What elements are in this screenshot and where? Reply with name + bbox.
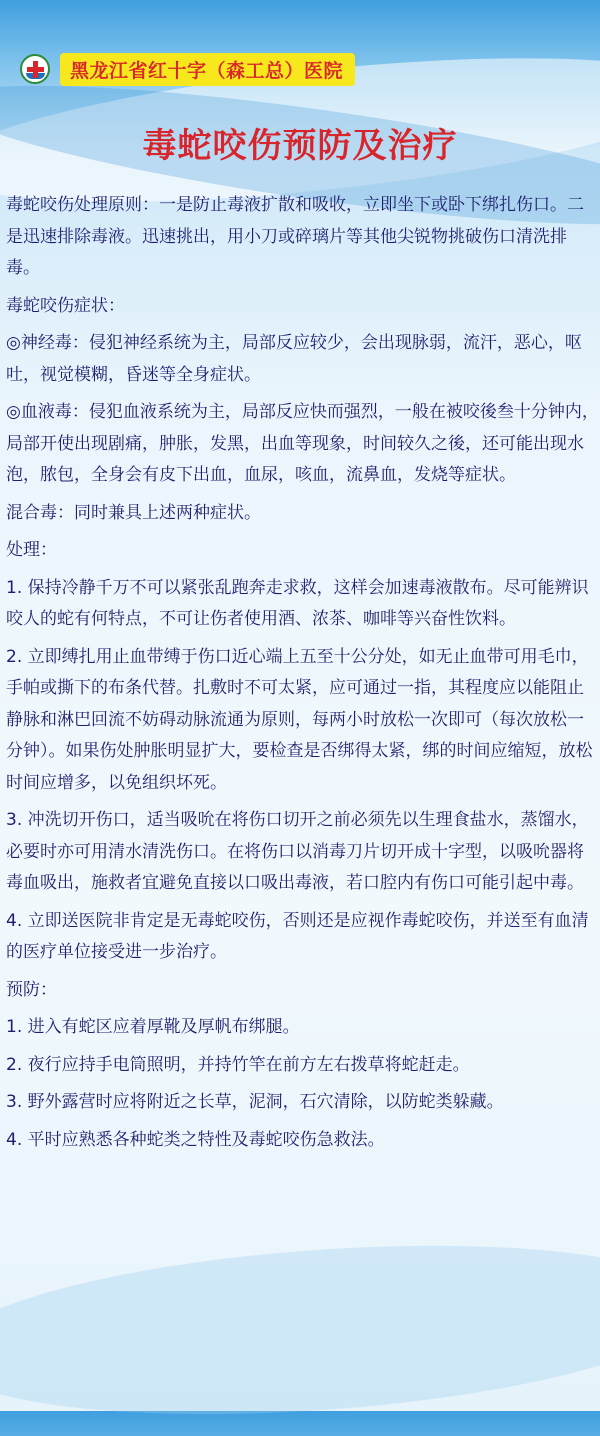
prevention-item-3: 3. 野外露营时应将附近之长草，泥洞，石穴清除，以防蛇类躲藏。 (6, 1092, 504, 1112)
treatment-step-4: 4. 立即送医院非肯定是无毒蛇咬伤，否则还是应视作毒蛇咬伤，并送至有血清的医疗单位接受进一步治疗。 (6, 910, 589, 962)
page-title: 毒蛇咬伤预防及治疗 (142, 126, 458, 166)
paragraph-neurotoxin: ◎神经毒：侵犯神经系统为主，局部反应较少，会出现脉弱，流汗，恶心，呕吐，视觉模糊，昏迷等全身症状。 (6, 333, 582, 385)
heading-symptoms: 毒蛇咬伤症状： (6, 295, 125, 316)
background-wave-bottom (0, 1224, 600, 1436)
treatment-step-2: 2. 立即缚扎用止血带缚于伤口近心端上五至十公分处，如无止血带可用毛巾，手帕或撕下的布条代替。扎敷时不可太紧，应可通过一指，其程度应以能阻止静脉和淋巴回流不妨碍动脉流通为原则，每两小时放松一次即可（每次放松一分钟）。如果伤处肿胀明显扩大，要检查是否绑得太紧，绑的时间应缩短，放松时间应增多，以免组织坏死。 (6, 646, 593, 793)
paragraph-hemotoxin: ◎血液毒：侵犯血液系统为主，局部反应快而强烈，一般在被咬後叁十分钟内，局部开使出现剧痛，肿胀，发黑，出血等现象，时间较久之後，还可能出现水泡，脓包，全身会有皮下出血，血尿，咳血，流鼻血，发烧等症状。 (6, 402, 599, 485)
heading-prevention: 预防： (6, 979, 57, 1000)
prevention-item-2: 2. 夜行应持手电筒照明，并持竹竿在前方左右拨草将蛇赶走。 (6, 1054, 470, 1075)
paragraph-principles: 毒蛇咬伤处理原则：一是防止毒液扩散和吸收，立即坐下或卧下绑扎伤口。二是迅速排除毒液。迅速挑出，用小刀或碎璃片等其他尖锐物挑破伤口清洗排毒。 (6, 195, 584, 278)
paragraph-mixed-toxin: 混合毒：同时兼具上述两种症状。 (6, 502, 261, 523)
heading-treatment: 处理： (6, 540, 57, 560)
article-body (6, 190, 600, 1162)
treatment-step-1: 1. 保持冷静千万不可以紧张乱跑奔走求救，这样会加速毒液散布。尽可能辨识咬人的蛇有何特点，不可让伤者使用酒、浓茶、咖啡等兴奋性饮料。 (6, 577, 589, 629)
hospital-name: 黑龙江省红十字（森工总）医院 (60, 53, 355, 86)
treatment-step-3: 3. 冲洗切开伤口，适当吸吮在将伤口切开之前必须先以生理食盐水，蒸馏水，必要时亦可用清水清洗伤口。在将伤口以消毒刀片切开成十字型，以吸吮器将毒血吸出，施救者宜避免直接以口吸出毒液，若口腔内有伤口可能引起中毒。 (6, 810, 589, 893)
red-cross-hospital-logo-icon (20, 54, 50, 84)
prevention-item-1: 1. 进入有蛇区应着厚靴及厚帆布绑腿。 (6, 1017, 300, 1037)
prevention-item-4: 4. 平时应熟悉各种蛇类之特性及毒蛇咬伤急救法。 (6, 1129, 385, 1150)
header (20, 52, 355, 86)
